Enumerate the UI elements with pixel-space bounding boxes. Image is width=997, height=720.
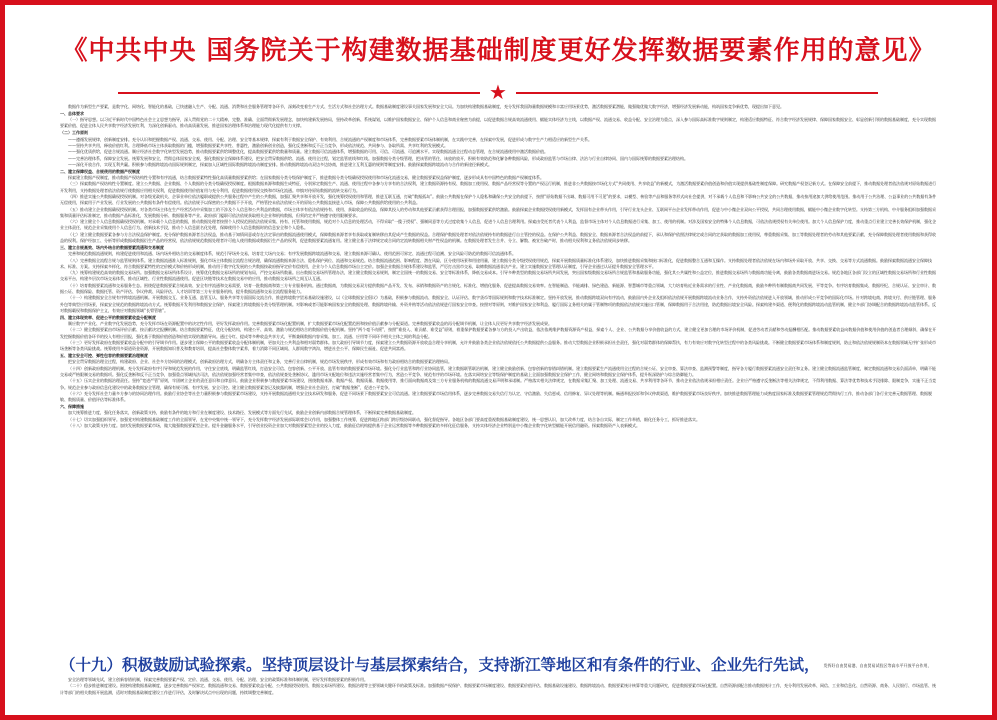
paragraph: ——坚持共享共用，释放价值红利。合理降低市场主体获取数据的门槛，增强数据要素共享性、普惠性，激励创新创业创造，强化反垄断和反不正当竞争，形成依法规范、共同参与、各取所需、共享红利的发展模式。 — [68, 142, 448, 148]
paragraph: 把安全贯穿数据治理全过程，构建政府、企业、社会多方协同的治理模式，创新政府治理方式，明确各方主体责任和义务，完善行业自律机制，规范市场发展秩序，形成有效市场和有为政府相结合的数据要素治理格局。 — [68, 359, 452, 365]
document-footer — [60, 677, 937, 713]
paragraph: （八）完善数据全流程合规与监管规则体系。建立数据流通准入标准规则，强化市场主体数据全流程合规治理，确保流通数据来源合法、隐私保护到位、流通和交易规范。结合数据流通范围、影响程度、潜在风险，区分使用场景和用途用量，建立数据分类分级授权使用规范，探索开展数据质量标准化体系建设，加快推进数据采集和接口标准化，促进数据整合互通和互操作。支持数据处理者依法依规在场内和场外采取开放、共享、交换、交易等方式流通数据。鼓励探索数据流通安全保障技术、标准、方案。支持探索多样化、符合数据要素特性的定价模式和价格形成机制，推动用于数字化发展的公共数据按政府指导定价有偿使用，企业与个人信息数据市场自主定价。加强企业数据合规体系建设和监管，严厉打击黑市交易，取缔数据流通非法产业。建立实施数据安全管理认证制度，引导企业通过认证提升数据安全管理水平。 — [60, 257, 932, 269]
paragraph: （十七）切实加强组织领导。加强党对构建数据基础制度工作的全面领导，在党中央集中统一领导下，充分发挥数字经济发展部际联席会议作用，加强整体工作统筹，促进跨地区跨部门跨层级协同联动，强化督促指导。各地区各部门要高度重视数据基础制度建设，统一思想认识，加大改革力度，结合各自实际，制定工作举措，细化任务分工，抓好推进落实。 — [68, 416, 700, 422]
paragraph: （十）培育数据要素流通和交易服务生态。围绕促进数据要素合规高效、安全有序流通和交易需要，培育一批数据商和第三方专业服务机构。通过数据商，为数据交易双方提供数据产品开发、发布、承销和数据资产的合规化、标准化、增值化服务，促进提高数据交易效率。在智能制造、节能减排、绿色建造、新能源、智慧城市等重点领域，大力培育贴近业务需求的行业性、产业化数据商，鼓励多种所有制数据商共同发展、平等竞争。有序培育数据集成、数据经纪、合规认证、安全审计、数据公证、数据保险、数据托管、资产评估、争议仲裁、风险评估、人才培训等第三方专业服务机构，提升数据流通和交易全流程服务能力。 — [60, 282, 936, 294]
section-heading: 一、总体要求 — [60, 110, 84, 116]
paragraph: （九）统筹构建规范高效的数据交易场所。加强数据交易场所体系设计，统筹优化数据交易场所的规划布局，严控交易场所数量。出台数据交易场所管理办法，建立健全数据交易规则，制定全国统一的数据交易、安全等标准体系，降低交易成本。引导多种类型的数据交易场所共同发展，突出国家级数据交易场所合规监管和基础服务功能，强化其公共属性和公益定位，推进数据交易场所与数据商功能分离，鼓励各类数据商进场交易。规范各地区各部门设立的区域性数据交易场所和行业性数据交易平台，构建多层次市场交易体系，推动区域性、行业性数据流通使用。促进区块链等技术在数据交易中的应用，推动数据交易场所之间互认互通。 — [60, 270, 936, 282]
section-heading: 四、建立体现效率、促进公平的数据要素收益分配制度 — [60, 314, 156, 320]
paragraph: 安全治理等领域先试，建立创新容错机制，探索完善数据要素产权、定价、流通、交易、使用、分配、治理、安全的政策标准和体制机制，更好发挥数据要素的积极作用。 — [68, 677, 368, 682]
paragraph: （六）建立健全个人信息数据确权授权机制。对承载个人信息的数据，推动数据处理者按照个人授权范围依法依规采集、持有、托管和使用数据，规范对个人信息的处理活动，不得采取“一揽子授权”、强制同意等方式过度收集个人信息，促进个人信息合理利用。探索由受托者代表个人利益，监督市场主体对个人信息数据进行采集、加工、使用的机制。对涉及国家安全的特殊个人信息数据，可依法依规授权有关单位使用。加大个人信息保护力度，推动重点行业建立完善长效保护机制，强化企业主体责任，规范企业采集使用个人信息行为。创新技术手段，推动个人信息匿名化处理，保障使用个人信息数据时的信息安全和个人隐私。 — [60, 219, 937, 231]
paragraph: 完善和规范数据流通规则，构建促进使用和流通、场内场外相结合的交易制度体系，规范引导场外交易，培育壮大场内交易；有序发展数据跨境流通和交易，建立数据来源可确认、使用范围可界定、流通过程可追溯、安全风险可防范的数据可信流通体系。 — [68, 251, 516, 257]
paragraph: 顺应数字产业化、产业数字化发展趋势，充分发挥市场在资源配置中的决定性作用，更好发挥政府作用。完善数据要素市场化配置机制，扩大数据要素市场化配置范围和按价值贡献参与分配渠道。完善数据要素收益的再分配调节机制，让全体人民更好共享数字经济发展成果。 — [68, 321, 552, 327]
paragraph: （十二）健全数据要素由市场评价贡献、按贡献决定报酬机制。结合数据要素特征，优化分配结构，构建公平、高效、激励与规范相结合的数据价值分配机制。坚持“两个毫不动摇”，按照“谁投入、谁贡献、谁受益”原则，着重保护数据要素各参与方的投入产出收益，依法依规维护数据资源资产权益，探索个人、企业、公共数据分享价值收益的方式，建立健全更加合理的市场评价机制，促进劳动者贡献和劳动报酬相匹配。推动数据要素收益向数据价值和使用价值的创造者合理倾斜，确保在开发挖掘数据价值各环节的投入有相应回报，强化基于数据价值创造和价值实现的激励导向。通过分红、提成等多种收益共享方式，平衡兼顾数据内容采集、加工、流通、应用等不同环节相关主体之间的利益分配。 — [60, 327, 937, 339]
page-title: 《中共中央 国务院关于构建数据基础制度更好发挥数据要素作用的意见》 — [61, 36, 936, 66]
document-body — [60, 104, 937, 654]
paragraph: （十五）压实企业的数据治理责任。坚持“宽进严管”原则，牢固树立企业的责任意识和自律意识。鼓励企业积极参与数据要素市场建设，围绕数据来源、数据产权、数据质量、数据使用等，推行面向数据商及第三方专业服务机构的数据流通交易声明和承诺制。严格落实相关法律规定，在数据采集汇聚、加工处理、流通交易、共享利用等各环节，推动企业依法依规承担相应责任。企业应严格遵守反垄断法等相关法律规定，不得利用数据、算法等优势和技术手段排除、限制竞争，实施不正当竞争。规范企业参与政府信息化建设中的政务数据安全管理，确保有规可循、有序发展、安全可控。建立健全数据要素登记及披露机制，增强企业社会责任，打破“数据垄断”，促进公平竞争。 — [60, 378, 937, 390]
section-heading: 三、建立合规高效、场内外结合的数据要素流通和交易制度 — [60, 244, 164, 250]
paragraph: （十四）创新政府数据治理机制。充分发挥政府有序引导和规范发展的作用，守住安全底线，明确监管红线，打造安全可信、包容创新、公平开放、监管有效的数据要素市场环境。强化分行业监管和跨行业协同监管，建立数据联管联治机制，建立健全鼓励创新、包容创新的容错纠错机制。建立数据要素生产流通使用全过程的合规公证、安全审查、算法审查、监测预警等制度，指导各方履行数据要素流通安全责任和义务。建立健全数据流通监管制度，制定数据流通和交易负面清单，明确不能交易或严格限制交易的数据项。强化反垄断和反不正当竞争，加强重点领域执法司法，依法依规加强经营者集中审查，依法依规查处垄断协议、滥用市场支配地位和违法实施经营者集中行为，营造公平竞争、规范有序的市场环境。在落实网络安全等级保护制度的基础上全面加强数据安全保护工作，健全网络和数据安全保护体系，提升纵深防护与综合防御能力。 — [60, 365, 936, 378]
section-heading: 六、保障措施 — [60, 404, 84, 410]
title-divider — [118, 80, 878, 104]
paragraph: （十八）加大政策支持力度。加快发展数据要素市场，做大做强数据要素型企业。提升金融服务水平，引导创业投资企业加大对数据要素型企业的投入力度，鼓励征信机构提供基于企业运营数据等多种数据要素的多样化征信服务，支持实体经济企业特别是中小微企业数字化转型赋能开展信用融资。探索数据资产入表新模式。 — [68, 423, 640, 428]
highlight-tail: 发挥好自由贸易港、自由贸易试验区等高水平开放平台作用， — [823, 662, 932, 668]
divider-line-right — [516, 92, 878, 94]
highlight-heading: （十九）积极鼓励试验探索。坚持顶层设计与基层探索结合，支持浙江等地区和有条件的行业、企业先行先试， — [60, 656, 820, 674]
section-heading: （二）工作原则 — [60, 130, 88, 136]
paragraph: （七）建立健全数据要素各参与方合法权益保护制度。充分保护数据来源者合法权益，推动基于知情同意或存在法定事由的数据流通使用模式，保障数据来源者享有获取或复制转移由其促成产生数据的权益。合理保护数据处理者对依法依规持有的数据进行自主管控的权益。在保护公共利益、数据安全、数据来源者合法权益的前提下，承认和保护依照法律规定或合同约定获取的数据加工使用权，尊重数据采集、加工等数据处理者的劳动和其他要素贡献，充分保障数据处理者使用数据和获得收益的权利。保护经加工、分析等形成数据或数据衍生产品的经营权，依法依规规范数据处理者许可他人使用数据或数据衍生产品的权利，促进数据要素流通复用。建立健全基于法律规定或合同约定流转数据相关财产性权益的机制。在数据处理者发生合并、分立、解散、被宣告破产时，推动相关权利和义务依法依规同步转移。 — [60, 231, 936, 244]
paragraph: ——遵循发展规律，创新制度安排。充分认识和把握数据产权、流通、交易、使用、分配、治理、安全等基本规律，探索有利于数据安全保护、有效利用、合规流通的产权制度和市场体系，完善数据要素市场体制机制，在实践中完善，在探索中发展，促进形成与数字生产力相适应的新型生产关系。 — [68, 136, 592, 142]
section-heading: 二、建立保障权益、合规使用的数据产权制度 — [60, 168, 140, 174]
paragraph: （十三）更好发挥政府在数据要素收益分配中的引导调节作用。逐步建立保障公平的数据要素收益分配体制机制，更加关注公共利益和相对弱势群体。加大政府引导调节力度，探索建立公共数据资源开放收益合理分享机制，允许并鼓励各类企业依法依规依托公共数据提供公益服务。推动大型数据企业积极承担社会责任，强化对弱势群体的保障帮扶，有力有效应对数字化转型过程中的各类风险挑战。不断健全数据要素市场体系和制度规则，防止和依法依规规制资本在数据领域无序扩张形成市场垄断等各类风险挑战。统筹使用多渠道资金资源，开展数据知识普及和教育培训，提高社会整体数字素养，着力消除不同区域间、人群间数字鸿沟，增进社会公平、保障民生福祉、促进共同富裕。 — [60, 339, 936, 352]
paragraph: ——完善治理体系，保障安全发展。统筹发展和安全，贯彻总体国家安全观，强化数据安全保障体系建设，把安全贯穿数据供给、流通、使用全过程，划定监管底线和红线。加强数据分类分级管理，把该管的管住、该放的放开，积极有效防范和化解各种数据风险，形成政府监管与市场自律、法治与行业自律协同、国内与国际统筹的数据要素治理结构。 — [68, 155, 688, 161]
paragraph: 加大统筹推进力度，强化任务落实，创新政策支持，鼓励有条件的地方和行业在制度建设、技术路径、发展模式等方面先行先试，鼓励企业创新内部数据合规管理体系，不断探索完善数据基础制度。 — [68, 410, 416, 416]
paragraph: （十六）充分发挥社会力量多方参与的协同治理作用。鼓励行业协会等社会力量积极参与数据要素市场建设，支持开展数据流通相关安全技术研发和服务，促进不同场景下数据要素安全可信流通。建立数据要素市场信用体系，逐步完善数据交易失信行为认定、守信激励、失信惩戒、信用修复、异议处理等机制。畅通举报投诉和争议仲裁渠道，维护数据要素市场良好秩序。加快推进数据管理能力成熟度国家标准及数据要素管理规范贯彻执行工作，推动各部门各行业完善元数据管理、数据脱敏、数据质量、价值评估等标准体系。 — [60, 390, 932, 403]
highlight-line — [60, 652, 937, 678]
paragraph: （三）探索数据产权结构性分置制度。建立公共数据、企业数据、个人数据的分类分级确权授权制度。根据数据来源和数据生成特征，分别界定数据生产、流通、使用过程中各参与方享有的合法权利，建立数据资源持有权、数据加工使用权、数据产品经营权等分置的产权运行机制，推进非公共数据按市场化方式“共同使用、共享收益”的新模式，为激活数据要素价值创造和价值实现提供基础性制度保障。研究数据产权登记新方式。在保障安全前提下，推动数据处理者依法依规对原始数据进行开发利用，支持数据处理者依法依规行使数据应用相关权利，促进数据使用价值复用与充分利用，促进数据使用权交换和市场化流通。审慎对待原始数据的流转交易行为。 — [60, 181, 937, 193]
paragraph: （十一）构建数据安全合规有序跨境流通机制。开展数据交互、业务互通、监管互认、服务共享等方面国际交流合作，推进跨境数字贸易基础设施建设，以《全球数据安全倡议》为基础，积极参与数据流动、数据安全、认证评估、数字货币等国际规则和数字技术标准制定。坚持开放发展，推动数据跨境双向有序流动，鼓励国内外企业及组织依法依规开展数据跨境流动业务合作，支持外资依法依规进入开放领域，推动形成公平竞争的国际化市场。针对跨境电商、跨境支付、供应链管理、服务外包等典型应用场景，探索安全规范的数据跨境流动方式。统筹数据开发利用和数据安全保护，探索建立跨境数据分类分级管理机制。对影响或者可能影响国家安全的数据处理、数据跨境传输、外资并购等活动依法依规进行国家安全审查。按照对等原则，对维护国家安全和利益、履行国际义务相关的属于管制物项的数据依法依规实施出口管制，保障数据用于合法用途，防范数据出境安全风险。探索构建多渠道、便利化的数据跨境流动监管机制，健全多部门协调配合的数据跨境流动监管体系。反对数据霸权和数据保护主义，有效应对数据领域“长臂管辖”。 — [60, 295, 936, 313]
divider-line-left — [118, 92, 480, 94]
paragraph: ——强化优质供给，促进合规流通。顺应经济社会数字化转型发展趋势，推动数据要素供给调整优化，提高数据要素供给数量和质量。建立数据可信流通体系，增强数据的可用、可信、可流通、可追溯水平。实现数据流通全过程动态管理，在合规流通使用中激活数据价值。 — [68, 149, 548, 155]
paragraph: （五）推动建立企业数据确权授权机制。对各类市场主体在生产经营活动中采集加工的不涉及个人信息和公共利益的数据，市场主体享有依法依规持有、使用、获取收益的权益，保障其投入的劳动和其他要素贡献获得合理回报，加强数据要素供给激励。鼓励探索企业数据授权使用新模式，发挥国有企业带头作用，引导行业龙头企业、互联网平台企业发挥带动作用，促进与中小微企业双向公平授权，共同合理使用数据，赋能中小微企业数字化转型。支持第三方机构、中介服务组织加强数据采集和质量评估标准制定，推动数据产品标准化，发展数据分析、数据服务等产业。政府部门履职可依法依规获取相关企业和机构数据，但须约定并严格遵守使用限制要求。 — [60, 206, 936, 218]
paragraph: 探索建立数据产权制度，推动数据产权结构性分置和有序流通，结合数据要素特性强化高质量数据要素供给；在国家数据分类分级保护制度下，推进数据分类分级确权授权使用和市场化流通交易，健全数据要素权益保护制度，逐步形成具有中国特色的数据产权制度体系。 — [68, 175, 544, 181]
paragraph: ——深化开放合作，实现互利共赢。积极参与数据跨境流动国际规则制定，探索加入区域性国际数据跨境流动制度安排。推动数据跨境流动双边多边协商，推进建立互利互惠的规则等制度安排。鼓励探索数据跨境流动与合作的新途径新模式。 — [68, 161, 492, 167]
section-heading: 五、建立安全可控、弹性包容的数据要素治理制度 — [60, 353, 148, 359]
star-icon: ★ — [489, 80, 507, 104]
paragraph: （二十）稳步推进制度建设。围绕构建数据基础制度，逐步完善数据产权界定、数据流通和交易、数据要素收益分配、公共数据授权使用、数据交易场所建设、数据治理等主要领域关键环节的政策及标准。加强数据产权保护、数据要素市场制度建设、数据要素价值评估、数据基础设施建设、数据跨境流动、数据要素统计核算等重大问题研究，促进数据要素市场化配置。自然资源部配合推动数据统计工作，充分利用发展改革、网信、工业和信息化、自然资源、商务、人民银行、市场监管、统计等部门的相关数据开展监测，适时对数据基础制度建设工作进行评估，及时解决试点中出现的问题，持续调整完善制度。 — [60, 683, 936, 695]
paragraph: （一）指导思想。以习近平新时代中国特色社会主义思想为指导，深入贯彻党的二十大精神，完整、准确、全面贯彻新发展理念，加快构建新发展格局，坚持改革创新、系统谋划，以维护国家数据安全、保护个人信息和商业秘密为前提，以促进数据合规高效流通使用、赋能实体经济为主线，以数据产权、流通交易、收益分配、安全治理为重点，深入参与国际高标准数字规则制定，构建适应数据特征、符合数字经济发展规律、保障国家数据安全、彰显创新引领的数据基础制度，充分实现数据要素价值、促进全体人民共享数字经济发展红利，为深化创新驱动、推动高质量发展、推进国家治理体系和治理能力现代化提供有力支撑。 — [60, 117, 936, 129]
paragraph: 数据作为新型生产要素，是数字化、网络化、智能化的基础，已快速融入生产、分配、流通、消费和社会服务管理等各环节，深刻改变着生产方式、生活方式和社会治理方式。数据基础制度建设事关国家发展和安全大局。为加快构建数据基础制度，充分发挥我国海量数据规模和丰富应用场景优势，激活数据要素潜能，做强做优做大数字经济，增强经济发展新动能，构筑国家竞争新优势，现提出如下意见。 — [68, 104, 784, 109]
paragraph: （四）推进实施公共数据确权授权机制。对各级党政机关、企事业单位依法履职或提供公共服务过程中产生的公共数据，加强汇聚共享和开放开发，强化统筹授权使用和管理，推进互联互通，打破“数据孤岛”。鼓励公共数据在保护个人隐私和确保公共安全的前提下，按照“原始数据不出域、数据可用不可见”的要求，以模型、核验等产品和服务等形式向社会提供，对不承载个人信息和不影响公共安全的公共数据，推动按用途加大供给使用范围。推动用于公共治理、公益事业的公共数据有条件无偿使用，探索用于产业发展、行业发展的公共数据有条件有偿使用。依法依规予以保密的公共数据不予开放，严格管控未依法依规公开的原始公共数据直接进入市场，保障公共数据供给使用的公共利益。 — [60, 193, 937, 206]
